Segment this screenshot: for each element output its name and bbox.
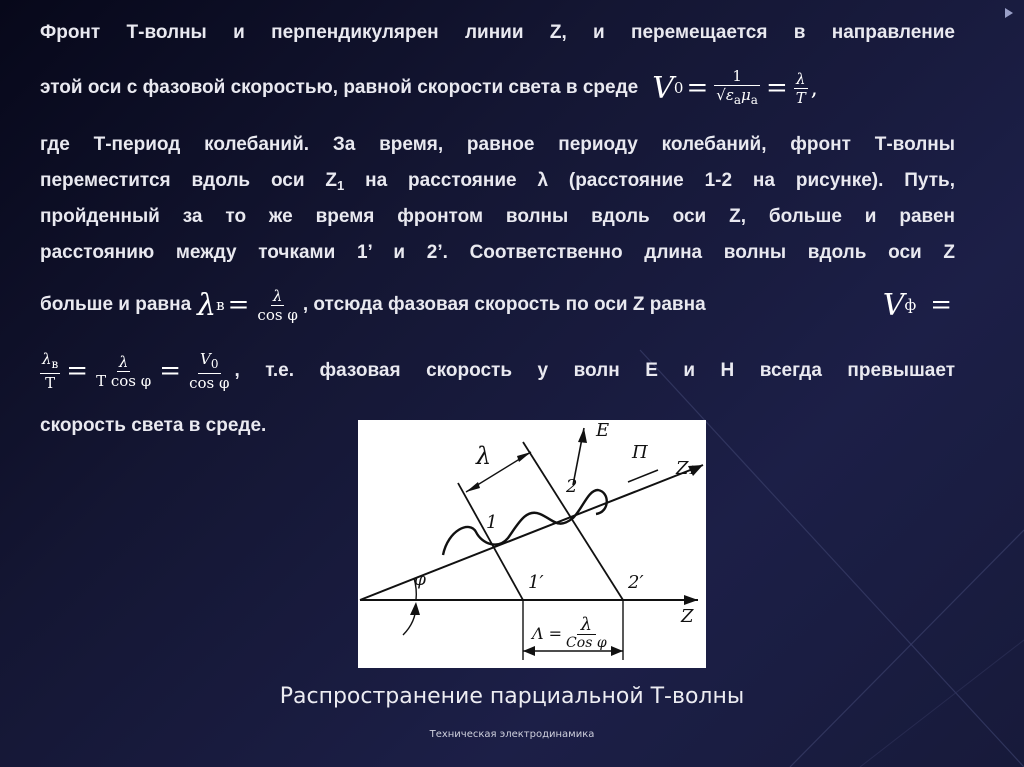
diagram-label-E: E (596, 420, 610, 441)
formula-vf: $\frac{\lambda_в}{Т}$ = $\frac{\lambda}{\text{Т cos φ}}$ = $\frac{V_0}{\text{cos φ}}$ (42, 350, 230, 392)
wave-front-1 (458, 483, 523, 600)
t-wave-diagram (358, 420, 706, 668)
diagram-label-1p: 1′ (528, 572, 544, 593)
diagram-label-Z: Z (681, 606, 694, 627)
diagram-label-P: П (632, 442, 648, 463)
text-line-8: $\frac{\lambda_в}{Т}$ = $\frac{\lambda}{\text{Т cos φ}}$ = $\frac{V_0}{\text{cos φ}}$ , т.е. фазовая скорость у волн E и H всегда превышает (42, 350, 955, 392)
text-line-2-text: этой оси с фазовой скоростью, равной скорости света в среде (40, 77, 639, 98)
formula-v0: V 0 = $\frac{1}{√\varepsilon_a\mu_a}$ = $\frac{\lambda}{T}$ , (652, 67, 818, 107)
diagram-label-2: 2 (566, 476, 578, 497)
text-line-2 (40, 58, 955, 118)
text-line-1: Фронт Т-волны и перпендикулярен линии Z, и перемещается в направление (40, 22, 955, 43)
diagram-label-2p: 2′ (628, 572, 644, 593)
fraction-lambda-over-T: $\frac{\lambda}{T}$ (795, 69, 806, 107)
diagram-label-Z1: Z1 (676, 458, 696, 479)
text-line-4: переместится вдоль оси $Z_1$ на расстояние λ (расстояние 1-2 на рисунке). Путь, (40, 170, 955, 193)
formula-vf-symbol: V ф = (882, 287, 952, 323)
text-line-3: где Т-период колебаний. За время, равное периоду колебаний, фронт Т-волны (40, 134, 955, 155)
diagram-label-phi: φ (414, 570, 426, 590)
diagram-label-1: 1 (486, 512, 498, 533)
text-line-6: расстоянию между точками 1’ и 2’. Соответственно длина волны вдоль оси Z (40, 242, 955, 263)
formula-lambda-b: λ в = $\frac{\lambda}{\text{cos φ}}$ (197, 286, 298, 324)
text-line-9: скорость света в среде. (40, 415, 267, 436)
text-line-5: пройденный за то же время фронтом волны вдоль оси Z, больше и равен (40, 206, 955, 227)
fraction-one-over-sqrt: $\frac{1}{√\varepsilon_a\mu_a}$ (716, 67, 758, 107)
figure-caption: Распространение парциальной Т-волны (279, 684, 745, 709)
z-axis-arrowhead (684, 595, 698, 605)
arrow-icon (1005, 8, 1013, 18)
text-line-7: больше и равна λ в = $\frac{\lambda}{\text{cos φ}}$ , отсюда фазовая скорость по оси Z равна V ф = (40, 280, 955, 330)
diagram-label-lambda: λ (476, 442, 492, 470)
footer-title: Техническая электродинамика (429, 729, 595, 740)
diagram-label-Lambda: Λ = λ Cos φ (532, 614, 607, 651)
